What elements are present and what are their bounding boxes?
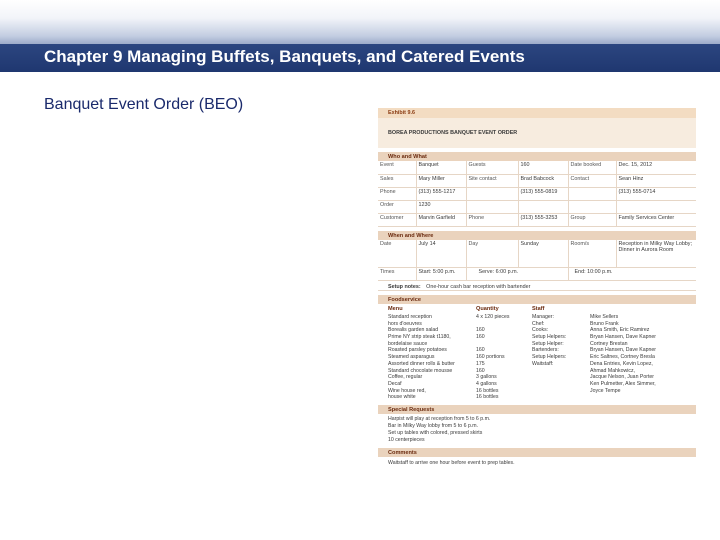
menu-item: house white	[388, 394, 416, 401]
menu-item: bordelaise sauce	[388, 340, 428, 347]
menu-list	[388, 314, 476, 401]
time-end: End: 10:00 p.m.	[568, 268, 696, 281]
table-row	[378, 213, 696, 226]
staff-role: Setup Helpers:	[532, 334, 567, 341]
staff-list	[532, 314, 686, 401]
table-cell: July 14	[416, 240, 466, 268]
table-cell: Room/s	[568, 240, 616, 268]
table-cell: Customer	[378, 213, 416, 226]
section-foodservice: Foodservice	[378, 295, 696, 304]
setup-notes-text: One-hour cash bar reception with bartender	[426, 284, 531, 290]
banquet-event-order-form	[378, 108, 696, 522]
staff-name: Bryan Hansen, Dave Kapner	[590, 347, 657, 354]
when-where-table	[378, 240, 696, 282]
table-cell: 160	[518, 161, 568, 174]
staff-name: Bruno Frank	[590, 320, 619, 327]
table-row	[378, 240, 696, 268]
menu-item: Decaf	[388, 380, 402, 387]
form-title: BOREA PRODUCTIONS BANQUET EVENT ORDER	[378, 118, 696, 148]
quantity-item: 16 bottles	[476, 387, 499, 394]
quantity-item: 16 bottles	[476, 394, 499, 401]
menu-item: Wine house red,	[388, 387, 426, 394]
table-cell: (313) 555-3253	[518, 213, 568, 226]
setup-notes	[378, 281, 696, 291]
table-cell	[466, 187, 518, 200]
setup-notes-label: Setup notes:	[388, 284, 421, 290]
table-cell: Guests	[466, 161, 518, 174]
table-row	[378, 268, 696, 281]
quantity-item: 160	[476, 367, 485, 374]
table-cell: Phone	[378, 187, 416, 200]
table-row	[378, 161, 696, 174]
staff-name: Anna Smith, Eric Ramirez	[590, 327, 650, 334]
table-cell: Date	[378, 240, 416, 268]
staff-role: Setup Helpers:	[532, 354, 567, 361]
table-cell: 1230	[416, 200, 466, 213]
slide-subtitle: Banquet Event Order (BEO)	[44, 96, 244, 113]
table-cell: Dec. 15, 2012	[616, 161, 696, 174]
menu-item: Prime NY strip steak t1180,	[388, 334, 451, 341]
staff-name: Jacque Nelson, Juan Porter	[590, 374, 655, 381]
staff-role: Chef:	[532, 320, 545, 327]
table-row	[378, 174, 696, 187]
times-label: Times	[378, 268, 416, 281]
staff-names	[590, 314, 686, 401]
section-when-and-where: When and Where	[378, 231, 696, 240]
staff-name: Cortney Brestan	[590, 340, 628, 347]
quantity-item	[476, 341, 532, 348]
table-cell: Order	[378, 200, 416, 213]
staff-name	[590, 394, 686, 401]
staff-role	[532, 381, 590, 388]
staff-name: Eric Saltnes, Cortney Bresla	[590, 354, 655, 361]
staff-role: Cooks:	[532, 327, 549, 334]
table-cell: Sales	[378, 174, 416, 187]
staff-role: Bartenders:	[532, 347, 559, 354]
table-cell: (313) 555-0714	[616, 187, 696, 200]
table-cell	[518, 200, 568, 213]
menu-item: Standard chocolate mousse	[388, 367, 453, 374]
table-cell: Day	[466, 240, 518, 268]
staff-name: Ahmad Mahkowicz,	[590, 367, 635, 374]
table-cell: Banquet	[416, 161, 466, 174]
quantity-item: 160	[476, 327, 485, 334]
table-cell: Date booked	[568, 161, 616, 174]
time-start: Start: 5:00 p.m.	[416, 268, 466, 281]
table-cell: Brad Babcock	[518, 174, 568, 187]
quantity-item: 160	[476, 334, 485, 341]
staff-name: Bryan Hansen, Dave Kapner	[590, 334, 657, 341]
table-cell: Mary Miller	[416, 174, 466, 187]
menu-item: Assorted dinner rolls & butter	[388, 360, 455, 367]
menu-item: hors d'oeuvres	[388, 320, 422, 327]
table-cell: Event	[378, 161, 416, 174]
staff-column-header: Staff	[532, 306, 545, 312]
staff-name: Dena Entries, Kevin Lopez,	[590, 360, 653, 367]
comments-text: Waitstaff to arrive one hour before event to prep tables.	[388, 459, 515, 466]
menu-item: Steamed asparagus	[388, 354, 435, 361]
staff-role: Waitstaff:	[532, 360, 554, 367]
table-row	[378, 187, 696, 200]
section-comments: Comments	[378, 448, 696, 457]
foodservice-body	[378, 314, 696, 401]
table-cell: (313) 555-0819	[518, 187, 568, 200]
staff-role	[532, 374, 590, 381]
staff-role	[532, 368, 590, 375]
quantity-item: 3 gallons	[476, 374, 497, 381]
menu-item: Standard reception	[388, 314, 432, 320]
slide-title: Chapter 9 Managing Buffets, Banquets, and Catered Events	[44, 47, 525, 66]
staff-name: Mike Sellers	[590, 314, 619, 320]
staff-roles	[532, 314, 590, 401]
quantity-item: 4 gallons	[476, 380, 497, 387]
table-cell: Contact	[568, 174, 616, 187]
special-request-item: 10 centerpieces	[388, 436, 425, 443]
section-who-and-what: Who and What	[378, 152, 696, 161]
who-what-table	[378, 161, 696, 227]
table-cell	[466, 200, 518, 213]
staff-name: Ken Pulmetter, Alex Simmer,	[590, 380, 656, 387]
special-requests-list	[378, 414, 696, 444]
table-cell: Sunday	[518, 240, 568, 268]
table-cell: Marvin Garfield	[416, 213, 466, 226]
table-cell: Group	[568, 213, 616, 226]
quantity-item: 175	[476, 360, 485, 367]
table-cell: (313) 555-1217	[416, 187, 466, 200]
menu-column-header: Menu	[388, 306, 403, 312]
staff-name: Joyce Tempe	[590, 387, 621, 394]
exhibit-label: Exhibit 9.6	[378, 108, 696, 118]
staff-role	[532, 388, 590, 395]
table-row	[378, 200, 696, 213]
menu-item: Roasted parsley potatoes	[388, 347, 447, 354]
quantity-item: 160 portions	[476, 354, 505, 361]
special-request-item: Set up tables with colored, pressed skirts	[388, 429, 483, 436]
staff-role	[532, 394, 590, 401]
table-cell: Sean Hinz	[616, 174, 696, 187]
quantity-item: 4 x 120 pieces	[476, 314, 510, 320]
menu-item: Borealis garden salad	[388, 327, 439, 334]
table-cell	[616, 200, 696, 213]
staff-role: Setup Helper:	[532, 340, 564, 347]
foodservice-header	[378, 304, 696, 314]
time-serve: Serve: 6:00 p.m.	[466, 268, 568, 281]
quantity-item: 160	[476, 347, 485, 354]
table-cell: Site contact	[466, 174, 518, 187]
staff-role: Manager:	[532, 314, 554, 320]
quantity-list	[476, 314, 532, 401]
special-request-item: Bar in Milky Way lobby from 5 to 6 p.m.	[388, 422, 479, 429]
special-request-item: Harpist will play at reception from 5 to 6 p.m.	[388, 415, 491, 422]
section-special-requests: Special Requests	[378, 405, 696, 414]
table-cell	[568, 200, 616, 213]
table-cell: Family Services Center	[616, 213, 696, 226]
quantity-item	[476, 321, 532, 328]
table-cell: Reception in Milky Way Lobby; Dinner in Aurora Room	[616, 240, 696, 268]
quantity-column-header: Quantity	[476, 306, 499, 312]
menu-item: Coffee, regular	[388, 374, 423, 381]
table-cell	[568, 187, 616, 200]
table-cell: Phone	[466, 213, 518, 226]
